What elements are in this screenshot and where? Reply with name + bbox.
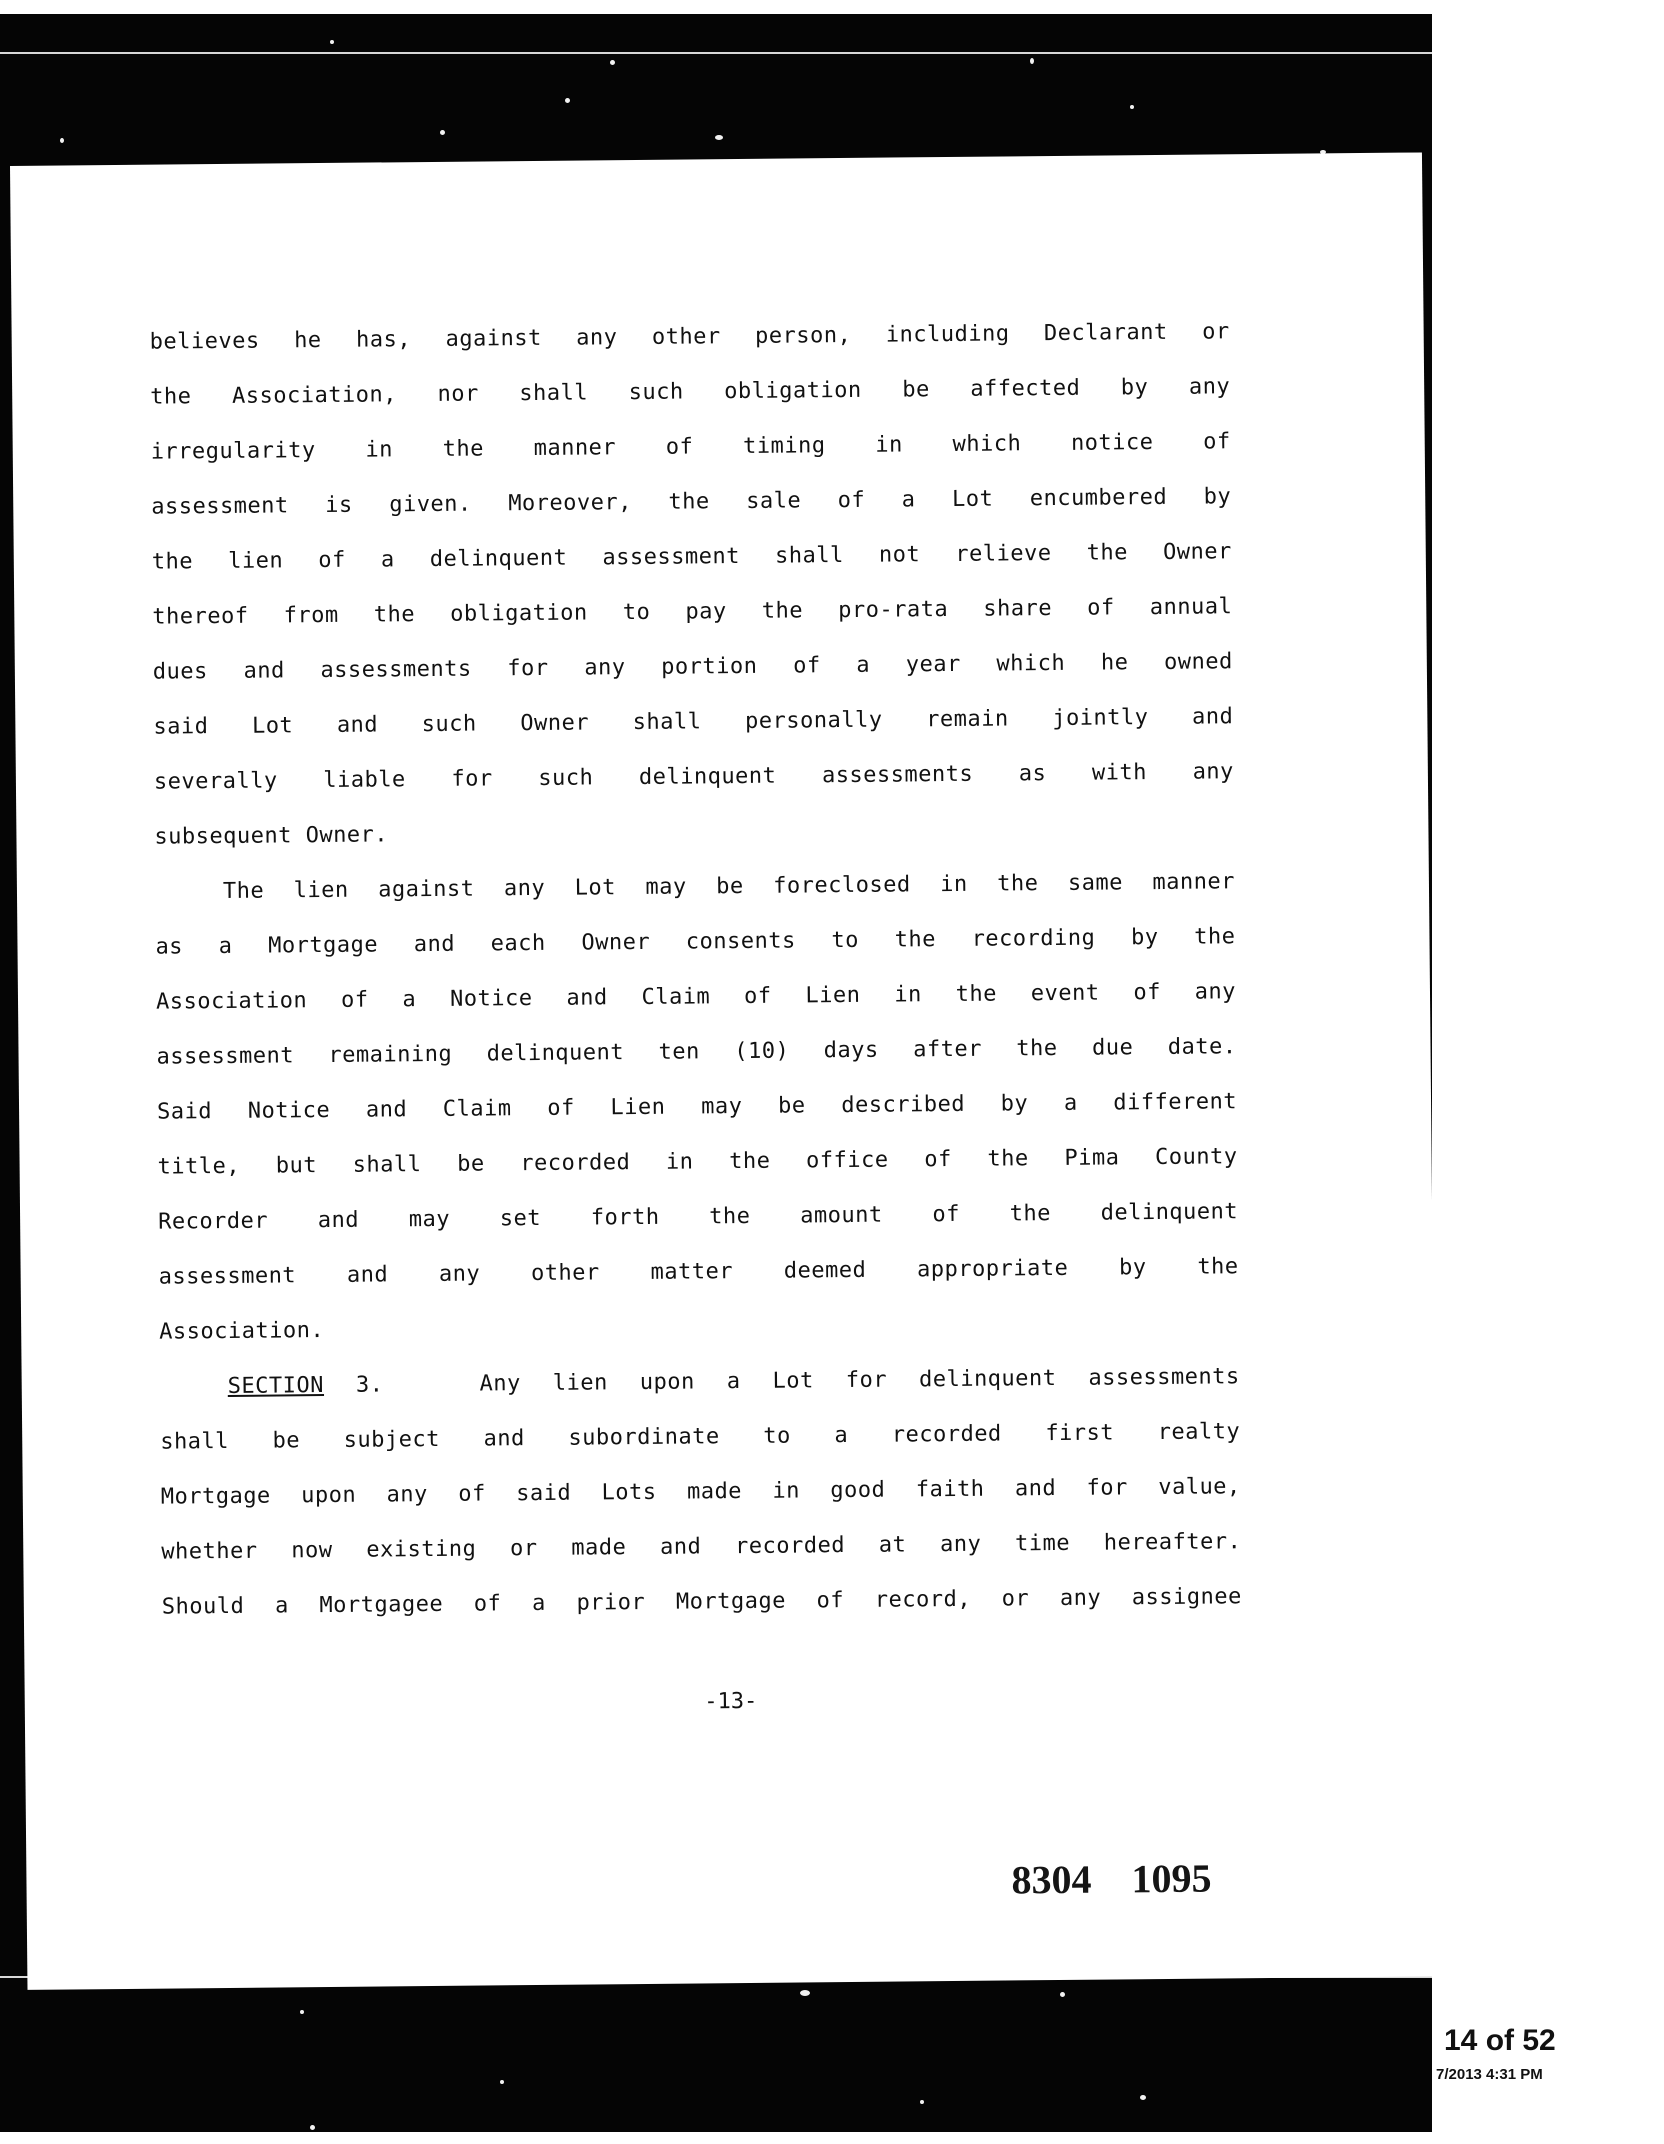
scan-speck: [1030, 58, 1034, 64]
scan-speck: [565, 98, 570, 103]
document-page: [10, 152, 1439, 1989]
text-line: the Association, nor shall such obligation be affected by any: [150, 374, 1231, 410]
section-first-line: Any lien upon a Lot for delinquent assessments: [479, 1364, 1240, 1397]
document-body: [149, 304, 1242, 1634]
text-line: Recorder and may set forth the amount of the delinquent: [158, 1199, 1239, 1235]
section-number: 3.: [355, 1372, 384, 1398]
text-line: subsequent Owner.: [154, 822, 389, 850]
text-line: severally liable for such delinquent assessments as with any: [153, 759, 1234, 795]
scan-speck: [1130, 105, 1134, 109]
page-count: 14 of 52: [1444, 2024, 1556, 2057]
scan-speck: [440, 130, 445, 135]
scan-speck: [330, 40, 334, 44]
scan-speck: [1140, 2095, 1146, 2100]
page-number: -13-: [704, 1688, 758, 1715]
text-line: thereof from the obligation to pay the pro-rata share of annual: [152, 594, 1233, 630]
text-line: the lien of a delinquent assessment shall not relieve the Owner: [151, 539, 1232, 575]
text-line: assessment is given. Moreover, the sale of a Lot encumbered by: [151, 484, 1232, 520]
scan-speck: [920, 2100, 924, 2104]
scan-speck: [60, 138, 64, 143]
recording-stamp: 8304 1095: [1011, 1855, 1212, 1903]
print-date: 7/2013 4:31 PM: [1436, 2066, 1543, 2083]
text-line: Said Notice and Claim of Lien may be described by a different: [156, 1089, 1238, 1125]
scan-speck: [1060, 1992, 1065, 1997]
text-line: Association.: [159, 1318, 325, 1345]
text-line: dues and assessments for any portion of a year which he owned: [152, 649, 1233, 685]
text-line: said Lot and such Owner shall personally remain jointly and: [153, 704, 1234, 740]
text-line: title, but shall be recorded in the office of the Pima County: [157, 1144, 1238, 1180]
text-line: Should a Mortgagee of a prior Mortgage of record, or any assignee: [161, 1584, 1242, 1620]
scan-speck: [800, 1990, 810, 1996]
scan-speck: [500, 2080, 504, 2084]
text-line: assessment and any other matter deemed appropriate by the: [158, 1254, 1239, 1290]
text-line: The lien against any Lot may be foreclosed in the same manner: [222, 869, 1236, 904]
text-line: Association of a Notice and Claim of Lien in the event of any: [155, 979, 1237, 1015]
scan-speck: [310, 2125, 315, 2130]
scan-speck: [715, 135, 723, 140]
section-label: SECTION: [227, 1373, 325, 1399]
text-line: whether now existing or made and recorded at any time hereafter.: [161, 1529, 1242, 1565]
text-line: shall be subject and subordinate to a recorded first realty: [160, 1419, 1241, 1455]
scan-speck: [610, 60, 615, 65]
text-line: irregularity in the manner of timing in which notice of: [150, 429, 1231, 465]
text-line: Mortgage upon any of said Lots made in good faith and for value,: [160, 1474, 1241, 1510]
text-line: assessment remaining delinquent ten (10) days after the due date.: [156, 1034, 1237, 1070]
text-line: believes he has, against any other person, including Declarant or: [149, 319, 1230, 355]
scan-top-rule: [0, 52, 1432, 54]
text-line: as a Mortgage and each Owner consents to the recording by the: [155, 924, 1236, 960]
scan-speck: [300, 2010, 304, 2014]
